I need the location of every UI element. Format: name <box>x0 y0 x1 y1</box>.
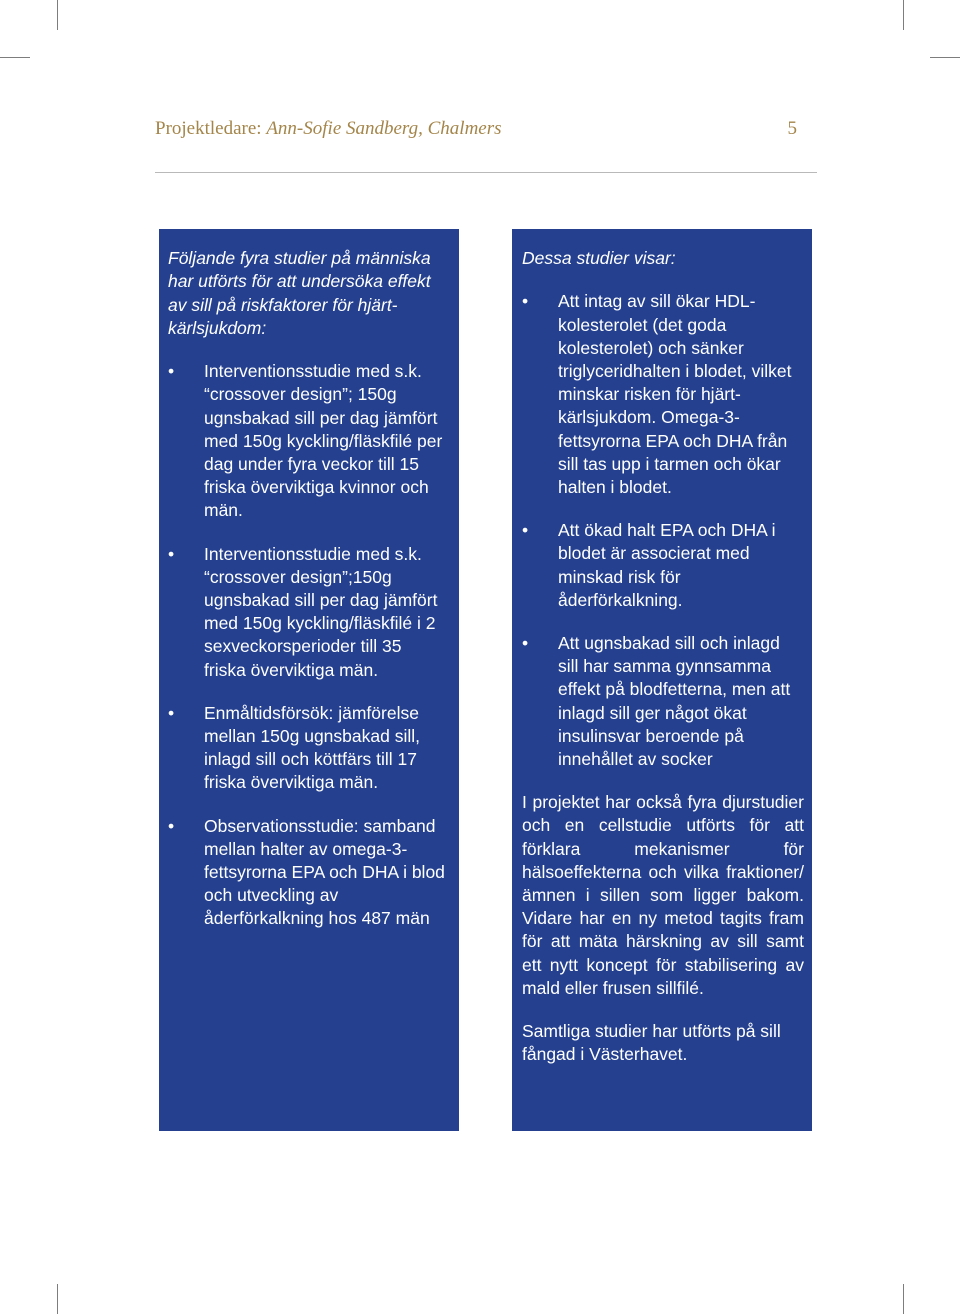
bullet-icon: • <box>522 520 529 541</box>
crop-mark <box>57 0 58 30</box>
list-item <box>168 815 447 931</box>
project-leader-name: Ann-Sofie Sandberg, Chalmers <box>266 118 502 139</box>
list-item-text: Interventionsstudie med s.k. “crossover design”; 150g ugnsbakad sill per dag jämfört med 150g kyckling/fläskfilé per dag under fyra veckor till 15 friska överviktiga kvinnor och män. <box>204 361 443 521</box>
list-item <box>168 702 447 795</box>
list-item-text: Interventionsstudie med s.k. “crossover design”;150g ugnsbakad sill per dag jämfört med 150g kyckling/fläskfilé i 2 sexveckorsperioder till 35 friska överviktiga män. <box>204 543 438 680</box>
bullet-icon: • <box>168 815 175 836</box>
bullet-icon: • <box>168 543 175 564</box>
crop-mark <box>0 57 30 58</box>
header-divider <box>155 172 817 173</box>
list-item <box>522 519 804 612</box>
studies-intro: Följande fyra studier på människa har utförts för att undersöka effekt av sill på riskfaktorer för hjärt-kärlsjukdom: <box>168 248 431 338</box>
list-item-text: Att ugnsbakad sill och inlagd sill har samma gynnsamma effekt på blodfetterna, men att inlagd sill ger något ökat insulinsvar beroende på innehållet av socker <box>558 632 791 769</box>
list-item <box>522 632 804 771</box>
header-title <box>155 118 502 140</box>
results-intro: Dessa studier visar: <box>522 248 676 268</box>
bullet-icon: • <box>168 702 175 723</box>
bullet-icon: • <box>522 632 529 653</box>
research-paragraph: I projektet har också fyra djurstudier och en cellstudie utförts för att förklara mekanismer för hälsoeffekterna och vilka fraktioner/ämnen i sillen som ligger bakom. Vidare har en ny metod tagits fram för att mäta härskning av sill samt ett nytt koncept för stabilisering av mald eller frusen sillfilé. <box>522 792 804 998</box>
page-header <box>155 118 797 144</box>
header-label: Projektledare: <box>155 118 267 139</box>
list-item-text: Observationsstudie: samband mellan halter av omega-3-fettsyrorna EPA och DHA i blod och utveckling av åderförkalkning hos 487 män <box>204 815 445 929</box>
page-number: 5 <box>787 118 797 139</box>
studies-list <box>168 360 447 930</box>
list-item <box>522 290 804 499</box>
list-item <box>168 360 447 522</box>
list-item-text: Att intag av sill ökar HDL-kolesterolet (det goda kolesterolet) och sänker triglyceridhalten i blodet, vilket minskar risken för hjärt-kärlsjukdom. Omega-3-fettsyrorna EPA och DHA från sill tas upp i tarmen och ökar halten i blodet. <box>558 291 792 497</box>
list-item <box>168 543 447 682</box>
closing-paragraph: Samtliga studier har utförts på sill fångad i Västerhavet. <box>522 1020 781 1065</box>
crop-mark <box>903 1284 904 1314</box>
crop-mark <box>57 1284 58 1314</box>
bullet-icon: • <box>522 291 529 312</box>
studies-panel <box>159 229 459 1131</box>
list-item-text: Enmåltidsförsök: jämförelse mellan 150g ugnsbakad sill, inlagd sill och köttfärs till 17 friska överviktiga män. <box>204 702 420 793</box>
list-item-text: Att ökad halt EPA och DHA i blodet är associerat med minskad risk för åderförkalkning. <box>558 520 776 610</box>
crop-mark <box>930 57 960 58</box>
bullet-icon: • <box>168 361 175 382</box>
crop-mark <box>903 0 904 30</box>
results-list <box>522 290 804 771</box>
results-panel <box>512 229 812 1131</box>
